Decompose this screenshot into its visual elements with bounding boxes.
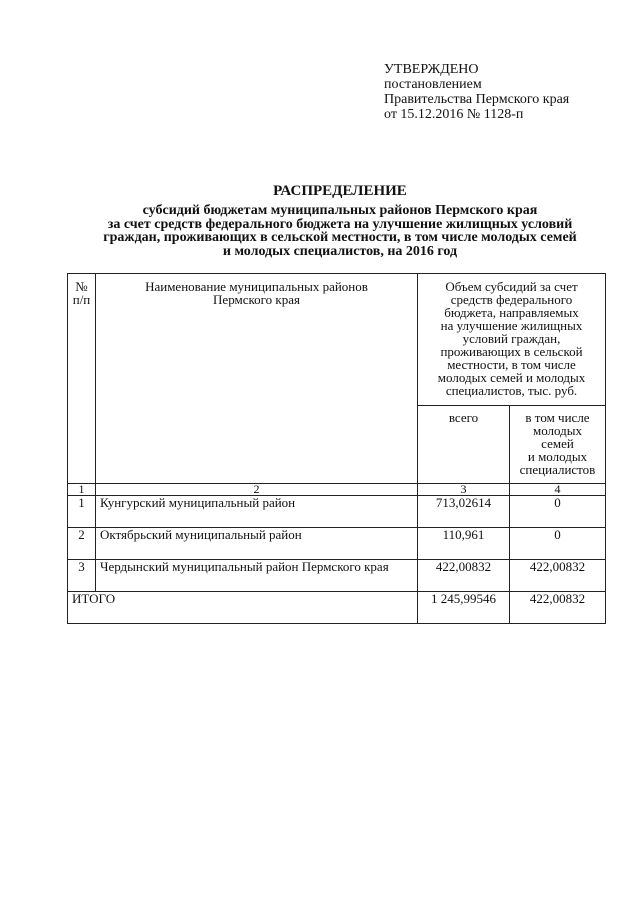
table-total-row <box>68 592 606 624</box>
table-row <box>68 528 606 560</box>
header-young-line: и молодых <box>527 449 588 464</box>
header-num-line-1: № <box>75 279 88 294</box>
header-young-line: специалистов <box>519 462 596 477</box>
row-young: 0 <box>510 496 606 528</box>
subtitle-line-1: субсидий бюджетам муниципальных районов Пермского края <box>142 203 538 218</box>
row-num: 1 <box>68 496 96 528</box>
header-num-line-2: п/п <box>72 292 91 307</box>
table-row <box>68 560 606 592</box>
header-young-line: в том числе <box>525 410 590 425</box>
header-name-line-2: Пермского края <box>213 292 300 307</box>
subtitle-line-2: за счет средств федерального бюджета на улучшение жилищных условий <box>107 216 573 232</box>
subtitle-line-3: граждан, проживающих в сельской местности, в том числе молодых семей <box>103 230 577 245</box>
document-subtitle <box>60 204 620 258</box>
row-name: Октябрьский муниципальный район <box>96 528 418 560</box>
column-number: 3 <box>418 484 510 496</box>
total-sum: 1 245,99546 <box>418 592 510 624</box>
header-young <box>510 406 606 484</box>
total-label: ИТОГО <box>68 592 418 624</box>
total-young: 422,00832 <box>510 592 606 624</box>
header-volume-line: на улучшение жилищных <box>440 318 583 333</box>
approval-stamp <box>384 62 624 122</box>
approval-line-3: Правительства Пермского края <box>384 92 570 107</box>
header-num <box>68 274 96 484</box>
header-name-line-1: Наименование муниципальных районов <box>145 279 368 294</box>
header-young-line: семей <box>541 436 574 451</box>
approval-line-4: от 15.12.2016 № 1128-п <box>384 107 524 122</box>
row-young: 0 <box>510 528 606 560</box>
header-volume-line: средств федерального <box>450 292 573 307</box>
table-header-row <box>68 274 606 406</box>
row-name: Чердынский муниципальный район Пермского края <box>96 560 418 592</box>
column-number: 4 <box>510 484 606 496</box>
row-num: 3 <box>68 560 96 592</box>
header-volume-line: Объем субсидий за счет <box>445 279 578 294</box>
header-name <box>96 274 418 484</box>
subtitle-line-4: и молодых специалистов, на 2016 год <box>222 243 458 259</box>
row-num: 2 <box>68 528 96 560</box>
column-number: 2 <box>96 484 418 496</box>
document-title: РАСПРЕДЕЛЕНИЕ <box>273 183 407 199</box>
subsidy-table <box>67 273 606 624</box>
approval-line-2: постановлением <box>384 77 482 92</box>
row-total: 422,00832 <box>418 560 510 592</box>
header-volume-line: молодых семей и молодых <box>437 370 586 385</box>
header-volume-line: местности, в том числе <box>447 357 576 372</box>
header-volume-line: специалистов, тыс. руб. <box>445 383 578 398</box>
row-total: 713,02614 <box>418 496 510 528</box>
row-young: 422,00832 <box>510 560 606 592</box>
approval-line-1: УТВЕРЖДЕНО <box>384 62 479 77</box>
header-young-line: молодых <box>532 423 583 438</box>
column-number-row <box>68 484 606 496</box>
table-row <box>68 496 606 528</box>
header-total: всего <box>418 406 510 484</box>
header-volume-line: проживающих в сельской <box>440 344 583 359</box>
header-volume-line: бюджета, направляемых <box>444 305 579 320</box>
row-name: Кунгурский муниципальный район <box>96 496 418 528</box>
row-total: 110,961 <box>418 528 510 560</box>
column-number: 1 <box>68 484 96 496</box>
header-volume <box>418 274 606 406</box>
header-volume-line: условий граждан, <box>462 331 561 346</box>
